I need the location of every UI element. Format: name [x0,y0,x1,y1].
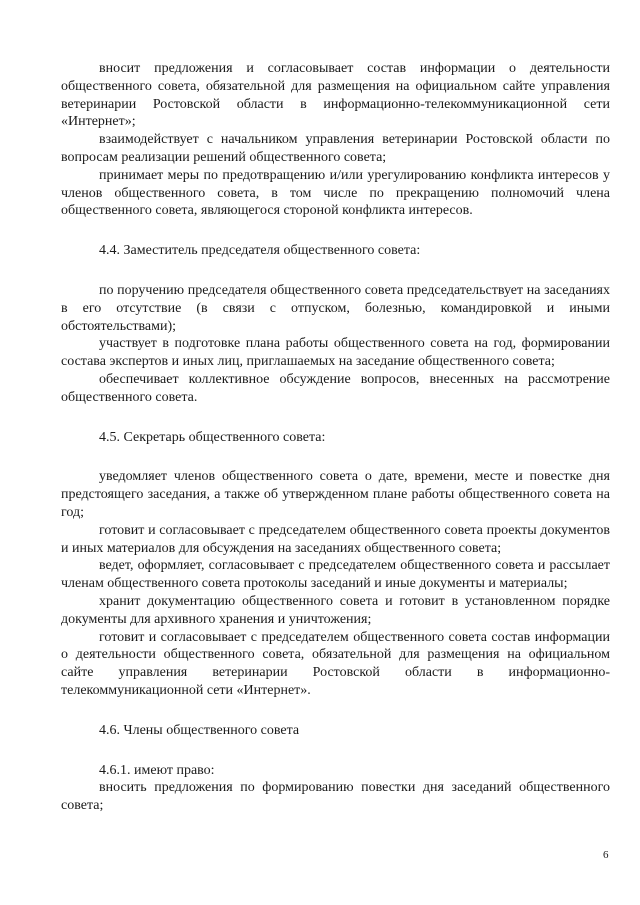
section-heading-4-6: 4.6. Члены общественного совета [99,722,300,738]
subsection-heading-4-6-1: 4.6.1. имеют право: [99,762,215,778]
paragraph: готовит и согласовывает с председателем общественного совета проекты документов и иных материалов для обсуждения на заседаниях общественного совета; [61,522,610,556]
paragraph: принимает меры по предотвращению и/или урегулированию конфликта интересов у членов общественного совета, в том числе по прекращению полномочий члена общественного совета, являющегося стороной конфликта интересов. [61,167,610,219]
section-heading-4-5: 4.5. Секретарь общественного совета: [99,429,326,445]
document-body [61,60,610,815]
paragraph: ведет, оформляет, согласовывает с председателем общественного совета и рассылает членам общественного совета протоколы заседаний и иные документы и материалы; [61,558,610,592]
paragraph: обеспечивает коллективное обсуждение вопросов, внесенных на рассмотрение общественного совета. [61,371,610,405]
paragraph: вносит предложения и согласовывает состав информации о деятельности общественного совета, обязательной для размещения на официальном сайте управления ветеринарии Ростовской области в информационно-телекоммуникационной сети «Интернет»; [61,61,610,130]
paragraph: готовит и согласовывает с председателем общественного совета состав информации о деятельности общественного совета, обязательной для размещения на официальном сайте управления ветеринарии Ростовской области в информационно-телекоммуникационной сети «Интернет». [61,629,610,698]
paragraph: взаимодействует с начальником управления ветеринарии Ростовской области по вопросам реализации решений общественного совета; [61,132,610,165]
page-number: 6 [603,849,609,861]
paragraph: участвует в подготовке плана работы общественного совета на год, формировании состава экспертов и иных лиц, приглашаемых на заседание общественного совета; [61,336,610,370]
paragraph: по поручению председателя общественного совета председательствует на заседаниях в его отсутствие (в связи с отпуском, болезнью, командировкой и иными обстоятельствами); [61,282,610,334]
paragraph: уведомляет членов общественного совета о дате, времени, месте и повестке дня предстоящего заседания, а также об утвержденном плане работы общественного совета на год; [61,469,610,520]
paragraph: хранит документацию общественного совета и готовит в установленном порядке документы для архивного хранения и уничтожения; [61,593,610,627]
paragraph: вносить предложения по формированию повестки дня заседаний общественного совета; [61,780,610,814]
section-heading-4-4: 4.4. Заместитель председателя общественного совета: [99,243,421,259]
